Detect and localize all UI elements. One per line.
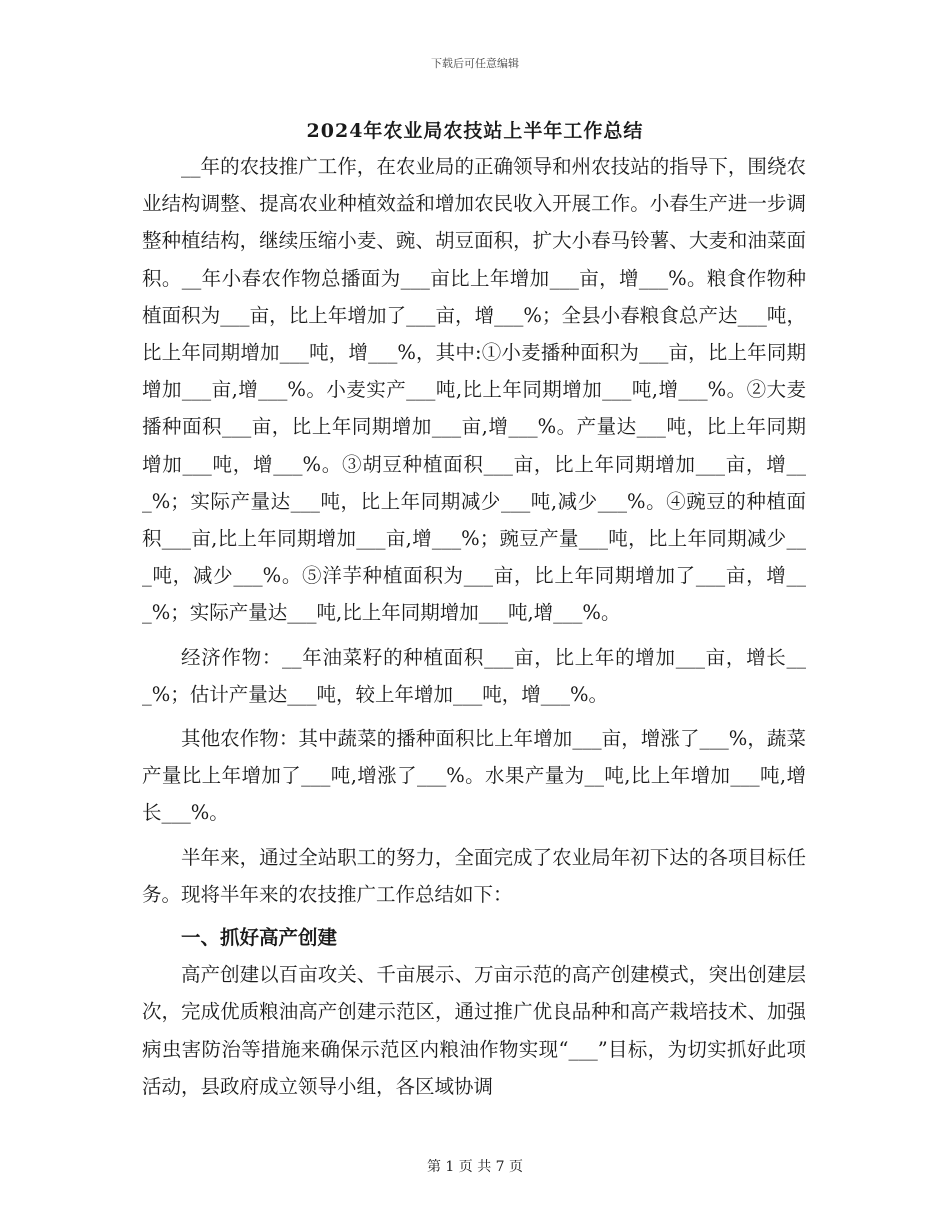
paragraph-other-crops: 其他农作物：其中蔬菜的播种面积比上年增加___亩，增涨了___%，蔬菜产量比上年增加了___吨,增涨了___%。水果产量为__吨,比上年增加___吨,增长___%。	[142, 727, 806, 825]
paragraph-summary-lead: 半年来，通过全站职工的努力，全面完成了农业局年初下达的各项目标任务。现将半年来的农技推广工作总结如下：	[142, 845, 806, 906]
section-heading-1: 一、抓好高产创建	[181, 926, 338, 950]
paragraph-intro: __年的农技推广工作，在农业局的正确领导和州农技站的指导下，围绕农业结构调整、提高农业种植效益和增加农民收入开展工作。小春生产进一步调整种植结构，继续压缩小麦、豌、胡豆面积，扩大小春马铃薯、大麦和油菜面积。__年小春农作物总播面为___亩比上年增加___亩，增___%。粮食作物种植面积为___亩，比上年增加了___亩，增___%；全县小春粮食总产达___吨，比上年同期增加___吨，增___%，其中:①小麦播种面积为___亩，比上年同期增加___亩,增___%。小麦实产___吨,比上年同期增加___吨,增___%。②大麦播种面积___亩，比上年同期增加___亩,增___%。产量达___吨，比上年同期增加___吨，增___%。③胡豆种植面积___亩，比上年同期增加___亩，增___%；实际产量达___吨，比上年同期减少___吨,减少___%。④豌豆的种植面积___亩,比上年同期增加___亩,增___%；豌豆产量___吨，比上年同期减少___吨，减少___%。⑤洋芋种植面积为___亩，比上年同期增加了___亩，增___%；实际产量达___吨,比上年同期增加___吨,增___%。	[142, 155, 806, 625]
document-title: 2024年农业局农技站上半年工作总结	[306, 120, 644, 142]
page-number: 第 1 页 共 7 页	[426, 1159, 524, 1175]
paragraph-section-1: 高产创建以百亩攻关、千亩展示、万亩示范的高产创建模式，突出创建层次，完成优质粮油高产创建示范区，通过推广优良品种和高产栽培技术、加强病虫害防治等措施来确保示范区内粮油作物实现“___”目标，为切实抓好此项活动，县政府成立领导小组，各区域协调	[142, 963, 806, 1098]
header-note: 下载后可任意编辑	[431, 57, 519, 70]
paragraph-economic-crops: 经济作物：__年油菜籽的种植面积___亩，比上年的增加___亩，增长___%；估计产量达___吨，较上年增加___吨，增___%。	[142, 645, 806, 706]
document-body	[142, 148, 806, 1105]
